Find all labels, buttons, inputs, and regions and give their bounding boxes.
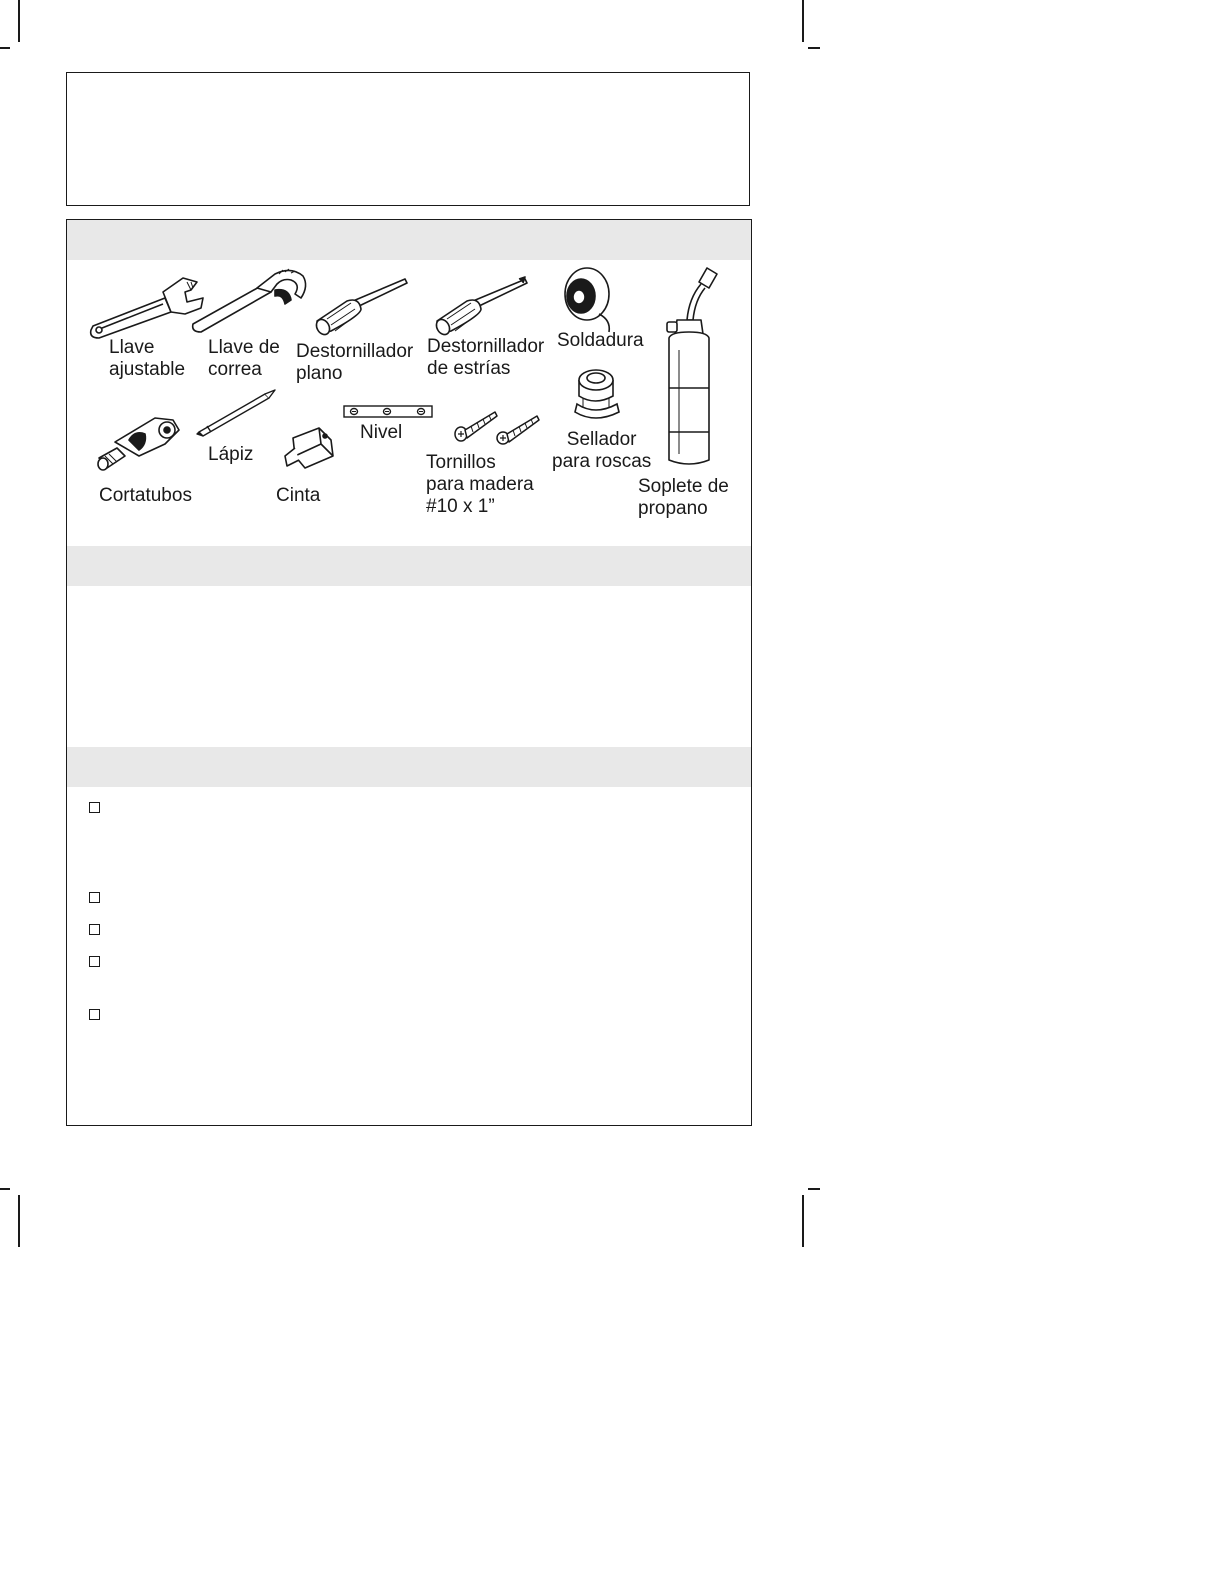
tools-header-band [67,220,751,260]
tool-label-strap-wrench: Llave de correa [208,337,280,380]
flat-screwdriver-icon [313,275,413,335]
tool-label-wood-screws: Tornillos para madera #10 x 1” [426,452,534,517]
tool-label-propane-torch: Soplete de propano [638,476,729,519]
crop-mark [802,0,804,42]
pencil-icon [195,388,277,440]
tool-label-tube-cutter: Cortatubos [99,485,192,506]
tool-label-solder: Soldadura [557,330,644,351]
level-icon [343,404,433,420]
tool-label-tape-measure: Cinta [276,485,321,506]
crop-mark [0,47,10,49]
phillips-screwdriver-icon [433,275,533,335]
tool-label-adjustable-wrench: Llave ajustable [109,337,186,380]
tool-label-level: Nivel [360,422,403,443]
checklist-checkbox[interactable] [89,956,100,967]
section-header-band [67,546,751,586]
crop-mark [808,47,820,49]
strap-wrench-icon [191,266,311,336]
tube-cutter-icon [95,412,195,472]
crop-mark [18,1195,20,1247]
checklist-checkbox[interactable] [89,924,100,935]
tools-section-box [66,219,752,1126]
solder-icon [559,264,619,334]
checklist-checkbox[interactable] [89,1009,100,1020]
tool-label-thread-sealant: Sellador para roscas [552,429,652,472]
crop-mark [808,1188,820,1190]
propane-torch-icon [647,264,727,468]
crop-mark [18,0,20,42]
crop-mark [802,1195,804,1247]
checklist-checkbox[interactable] [89,802,100,813]
tool-label-flat-screwdriver: Destornillador plano [296,341,414,384]
wood-screws-icon [453,408,543,444]
tool-label-pencil: Lápiz [208,444,254,465]
notice-box [66,72,750,206]
checklist-checkbox[interactable] [89,892,100,903]
tool-label-phillips-screwdriver: Destornillador de estrías [427,336,545,379]
tape-measure-icon [279,426,339,480]
thread-sealant-icon [569,364,629,424]
crop-mark [0,1188,10,1190]
checklist-header-band [67,747,751,787]
